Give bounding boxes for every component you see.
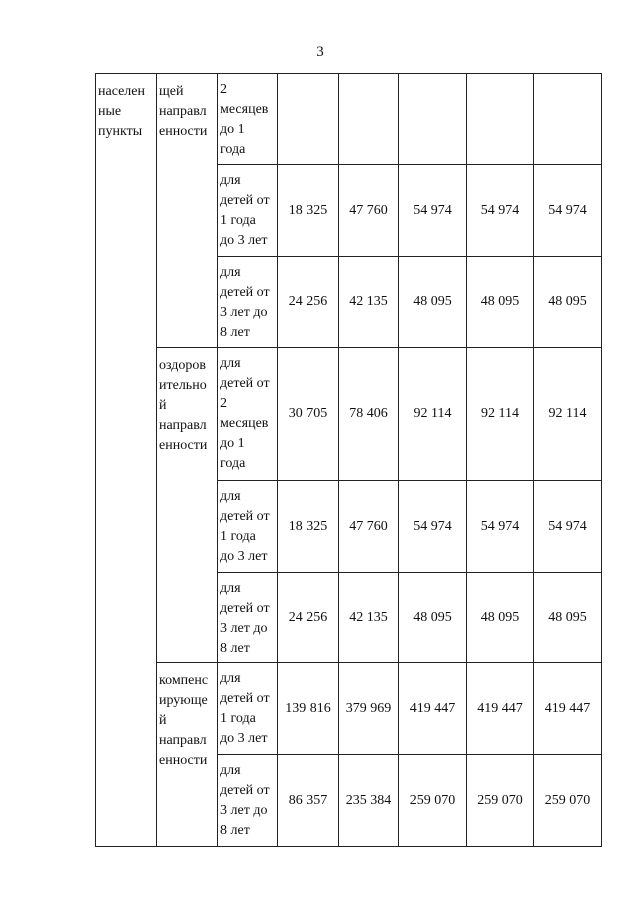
value-cell: 259 070: [534, 755, 602, 847]
value-cell: 54 974: [467, 165, 534, 257]
value-cell: [534, 74, 602, 165]
settlement-cell: населен ные пункты: [96, 74, 157, 847]
value-cell: 54 974: [534, 481, 602, 573]
value-cell: 92 114: [467, 348, 534, 481]
value-cell: 42 135: [339, 573, 399, 663]
value-cell: 419 447: [399, 663, 467, 755]
value-cell: 48 095: [399, 573, 467, 663]
value-cell: [278, 74, 339, 165]
age-cell: для детей от 1 года до 3 лет: [218, 663, 278, 755]
value-cell: 419 447: [467, 663, 534, 755]
value-cell: 235 384: [339, 755, 399, 847]
value-cell: 47 760: [339, 481, 399, 573]
value-cell: 48 095: [467, 257, 534, 348]
age-cell: для детей от 3 лет до 8 лет: [218, 257, 278, 348]
value-cell: 259 070: [399, 755, 467, 847]
value-cell: 48 095: [399, 257, 467, 348]
value-cell: [467, 74, 534, 165]
table-row: [96, 663, 602, 755]
value-cell: 24 256: [278, 257, 339, 348]
value-cell: 30 705: [278, 348, 339, 481]
value-cell: 48 095: [534, 257, 602, 348]
age-cell: для детей от 3 лет до 8 лет: [218, 755, 278, 847]
value-cell: 92 114: [534, 348, 602, 481]
age-cell: для детей от 1 года до 3 лет: [218, 165, 278, 257]
value-cell: [399, 74, 467, 165]
value-cell: 139 816: [278, 663, 339, 755]
value-cell: 18 325: [278, 165, 339, 257]
table-row: [96, 348, 602, 481]
age-cell: для детей от 1 года до 3 лет: [218, 481, 278, 573]
tariff-table: [95, 73, 602, 847]
value-cell: 48 095: [467, 573, 534, 663]
value-cell: 419 447: [534, 663, 602, 755]
age-cell: для детей от 2 месяцев до 1 года: [218, 348, 278, 481]
table-row: [96, 74, 602, 165]
group-name-cell: компенс ирующе й направл енности: [157, 663, 218, 847]
value-cell: 86 357: [278, 755, 339, 847]
value-cell: 24 256: [278, 573, 339, 663]
value-cell: 259 070: [467, 755, 534, 847]
page-number: 3: [316, 44, 324, 60]
value-cell: 18 325: [278, 481, 339, 573]
value-cell: 92 114: [399, 348, 467, 481]
value-cell: 54 974: [467, 481, 534, 573]
value-cell: 54 974: [399, 165, 467, 257]
value-cell: 42 135: [339, 257, 399, 348]
value-cell: 54 974: [399, 481, 467, 573]
value-cell: 78 406: [339, 348, 399, 481]
value-cell: 47 760: [339, 165, 399, 257]
value-cell: [339, 74, 399, 165]
value-cell: 48 095: [534, 573, 602, 663]
age-cell: 2 месяцев до 1 года: [218, 74, 278, 165]
value-cell: 379 969: [339, 663, 399, 755]
value-cell: 54 974: [534, 165, 602, 257]
age-cell: для детей от 3 лет до 8 лет: [218, 573, 278, 663]
group-name-cell: оздоров ительно й направл енности: [157, 348, 218, 663]
group-name-cell: щей направл енности: [157, 74, 218, 348]
